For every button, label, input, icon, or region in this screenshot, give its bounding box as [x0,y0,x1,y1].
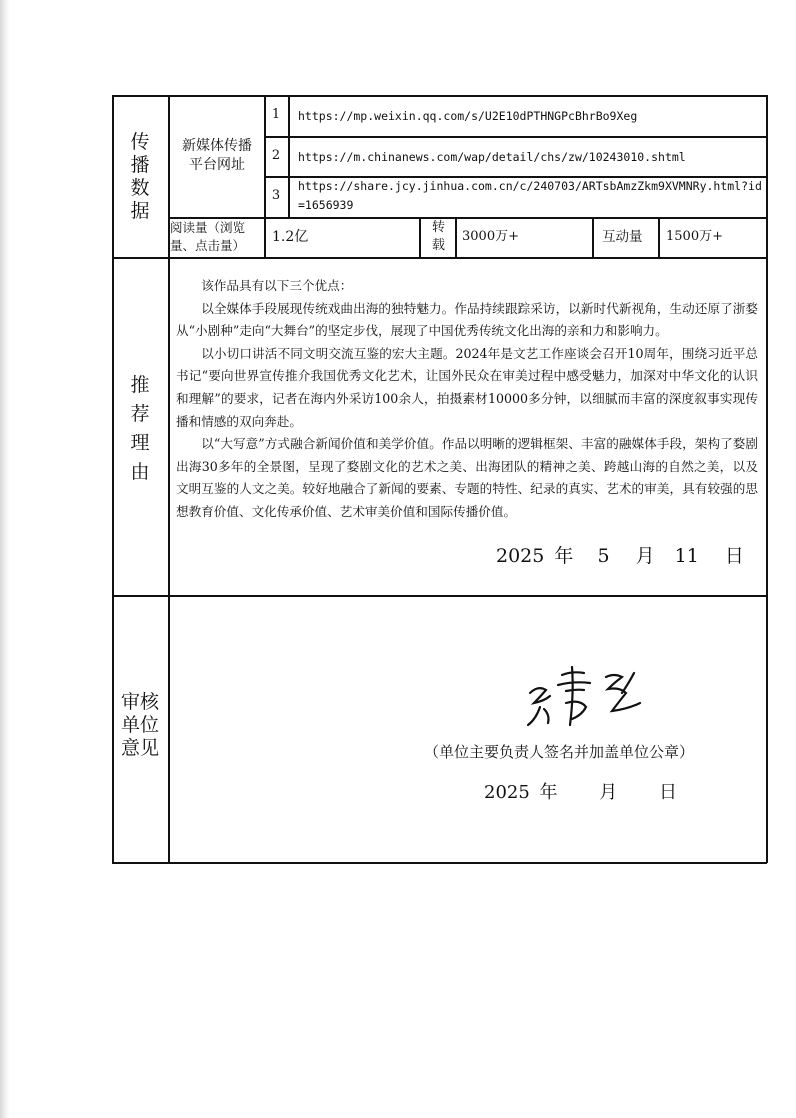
grid-line [288,95,290,217]
label-char: 数 [130,177,150,199]
grid-line [455,217,457,257]
interaction-label: 互动量 [602,229,643,245]
table-border [112,95,767,97]
date-day: 11 [674,545,699,567]
date-year: 2025 [484,782,530,803]
platform-label-line: 新媒体传播 [182,138,252,154]
label-char: 推 [130,374,150,396]
spread-data-label [112,131,168,223]
date-month-unit: 月 [635,545,655,567]
grid-line [658,217,660,257]
repost-label-line: 载 [431,238,445,253]
reason-paragraph: 以小切口讲活不同文明交流互鉴的宏大主题。2024年是文艺工作座谈会召开10周年，围绕习近平总书记“要向世界宣传推介我国优秀文化艺术，让国外民众在审美过程中感受魅力，加深对中华文化的认识和理解”的要求，记者在海内外采访100余人，拍摄素材10000多分钟，以细腻而丰富的深度叙事实现传播和情感的双向奔赴。 [176,345,758,429]
url-row-number: 3 [271,188,281,203]
review-date [484,778,677,804]
recommendation-reason-text [176,275,758,524]
grid-line [264,136,767,138]
reason-date [496,541,744,568]
url-line: https://share.jcy.jinhua.com.cn/c/240703/ARTsbAmzZkm9XVMNRy.html?id [298,179,762,193]
signature-stroke [528,688,550,725]
label-char: 理 [130,432,150,454]
reads-label-line: 量、点击量） [170,238,246,253]
recommendation-form [112,95,767,863]
page-edge [0,0,10,1118]
reads-label-line: 阅读量（浏览 [170,220,246,235]
date-year: 2025 [496,545,545,567]
reason-paragraph: 该作品具有以下三个优点： [201,278,353,293]
label-line: 审核 [120,691,159,713]
reads-label [170,219,245,255]
repost-label-line: 转 [431,220,445,235]
section-divider [112,595,767,597]
review-opinion-label [112,691,168,760]
table-border [766,95,768,863]
label-char: 据 [130,200,150,222]
repost-label [422,219,455,255]
grid-line [592,217,594,257]
date-month-unit: 月 [599,782,618,803]
date-month: 5 [597,545,610,567]
label-char: 由 [130,461,150,483]
signature-stroke [606,673,640,711]
url-line: =1656939 [298,198,354,212]
grid-line [168,217,767,219]
platform-url-label [170,137,264,175]
signature-instruction: （单位主要负责人签名并加盖单位公章） [424,743,695,761]
label-column-divider [168,95,170,863]
date-day-unit: 日 [724,545,744,567]
reason-paragraph: 以全媒体手段展现传统戏曲出海的独特魅力。作品持续跟踪采访，以新时代新视角，生动还原了浙婺从“小剧种”走向“大舞台”的坚定步伐，展现了中国优秀传统文化出海的亲和力和影响力。 [176,300,758,339]
platform-label-line: 平台网址 [189,157,245,173]
label-char: 荐 [130,403,150,425]
handwritten-signature [522,663,654,733]
label-line: 单位 [120,714,159,736]
label-line: 意见 [120,737,159,759]
url-link[interactable] [298,177,762,215]
section-divider [112,257,767,259]
date-year-unit: 年 [539,782,558,803]
repost-value: 3000万+ [462,229,519,244]
label-char: 传 [130,131,150,153]
reads-value: 1.2亿 [272,229,309,245]
date-day-unit: 日 [659,782,678,803]
reason-paragraph: 以“大写意”方式融合新闻价值和美学价值。作品以明晰的逻辑框架、丰富的融媒体手段，架构了婺剧出海30多年的全景图，呈现了婺剧文化的艺术之美、出海团队的精神之美、跨越山海的自然之美，以及文明互鉴的人文之美。较好地融合了新闻的要素、专题的特性、纪录的真实、艺术的审美，具有较强的思想教育价值、文化传承价值、艺术审美价值和国际传播价值。 [176,436,758,519]
recommendation-reason-label [112,371,168,487]
url-row-number: 1 [271,107,281,122]
url-link[interactable]: https://mp.weixin.qq.com/s/U2E10dPTHNGPcBhrBo9Xeg [298,109,638,123]
interaction-value: 1500万+ [666,229,723,244]
signature-stroke [558,667,590,725]
grid-line [419,217,421,257]
table-border [112,862,767,864]
label-char: 播 [130,154,150,176]
url-row-number: 2 [271,148,281,163]
url-link[interactable]: https://m.chinanews.com/wap/detail/chs/zw/10243010.shtml [298,150,686,164]
date-year-unit: 年 [554,545,574,567]
